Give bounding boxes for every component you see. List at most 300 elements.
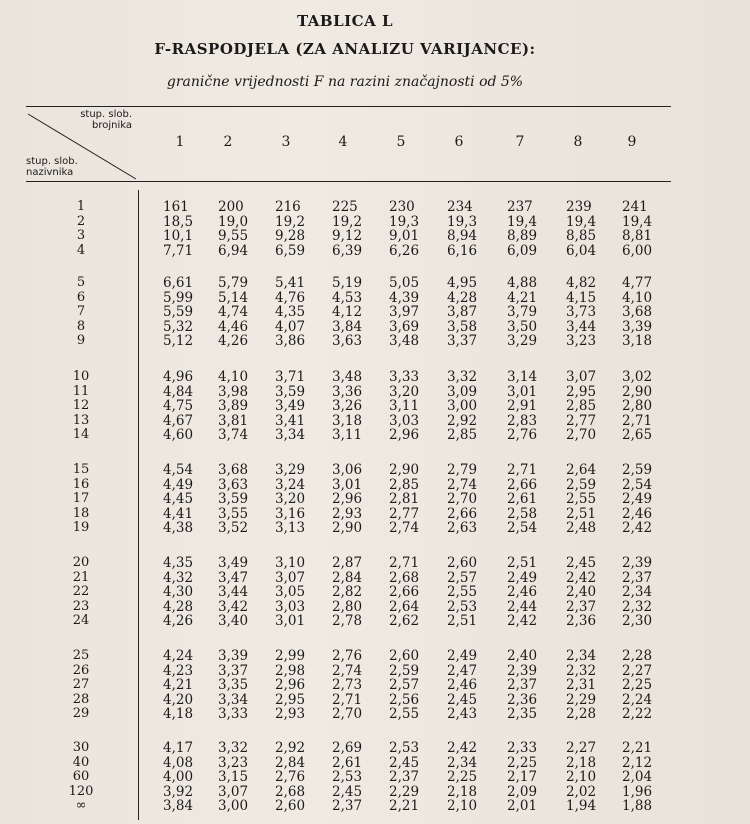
- table-cell: 5,32: [163, 318, 194, 335]
- table-cell: 3,49: [218, 555, 249, 571]
- table-cell: 2,53: [332, 769, 363, 786]
- table-cell: 9,12: [332, 228, 363, 245]
- table-cell: 9,28: [275, 228, 306, 245]
- table-cell: 2,55: [389, 706, 420, 723]
- table-cell: 3,11: [332, 427, 363, 444]
- table-cell: 2,83: [507, 412, 538, 429]
- table-cell: 4,00: [163, 769, 194, 786]
- row-label: 10: [72, 369, 90, 384]
- table-cell: 3,07: [275, 569, 306, 586]
- table-cell: 2,51: [507, 555, 538, 571]
- table-cell: 2,98: [275, 662, 306, 679]
- table-cell: 3,37: [447, 333, 478, 350]
- corner-numerator-line2: brojnika: [92, 120, 132, 131]
- table-cell: 2,56: [389, 691, 420, 708]
- table-cell: 2,29: [389, 783, 420, 800]
- row-label: 18: [72, 505, 90, 521]
- table-cell: 2,93: [332, 505, 363, 522]
- table-cell: 2,92: [447, 412, 478, 429]
- table-cell: 2,92: [275, 740, 306, 756]
- table-cell: 3,16: [275, 505, 306, 522]
- table-cell: 4,75: [163, 398, 194, 415]
- table-cell: 2,57: [447, 569, 478, 586]
- table-cell: 3,48: [389, 333, 420, 350]
- table-cell: 10,1: [163, 228, 194, 245]
- table-cell: 2,37: [332, 798, 363, 815]
- table-cell: 2,68: [389, 569, 420, 586]
- table-cell: 2,84: [275, 754, 306, 771]
- table-cell: 6,39: [332, 242, 363, 259]
- table-cell: 3,26: [332, 398, 363, 415]
- table-cell: 2,76: [275, 769, 306, 786]
- table-cell: 3,69: [389, 318, 420, 335]
- row-label: 9: [76, 333, 86, 349]
- table-cell: 2,87: [332, 555, 363, 571]
- column-header-2: 2: [223, 134, 233, 150]
- table-cell: 3,89: [218, 398, 249, 415]
- table-cell: 2,96: [275, 677, 306, 694]
- table-cell: 3,18: [622, 333, 653, 350]
- table-cell: 4,38: [163, 520, 194, 537]
- table-cell: 2,18: [447, 783, 478, 800]
- table-cell: 3,29: [507, 333, 538, 350]
- column-header-3: 3: [281, 134, 291, 150]
- table-cell: 3,58: [447, 318, 478, 335]
- table-cell: 3,09: [447, 383, 478, 400]
- table-cell: 2,36: [507, 691, 538, 708]
- table-cell: 2,70: [447, 491, 478, 508]
- table-cell: 2,39: [507, 662, 538, 679]
- column-header-8: 8: [573, 134, 583, 150]
- table-cell: 2,76: [507, 427, 538, 444]
- table-cell: 19,0: [218, 213, 249, 230]
- table-cell: 6,04: [566, 242, 597, 259]
- table-cell: 19,2: [332, 213, 363, 230]
- table-cell: 3,00: [447, 398, 478, 415]
- table-cell: 2,48: [566, 520, 597, 537]
- table-cell: 4,07: [275, 318, 306, 335]
- column-header-4: 4: [338, 134, 348, 150]
- table-cell: 2,45: [332, 783, 363, 800]
- row-label: 11: [72, 383, 90, 399]
- row-label: 24: [72, 613, 90, 629]
- row-label: 60: [72, 769, 90, 785]
- row-label: 120: [68, 783, 94, 799]
- table-cell: 4,10: [622, 289, 653, 306]
- table-cell: 2,46: [622, 505, 653, 522]
- table-caption: granične vrijednosti F na razini značajnosti od 5%: [166, 74, 524, 90]
- table-cell: 2,47: [447, 662, 478, 679]
- table-cell: 3,33: [218, 706, 249, 723]
- table-cell: 239: [566, 199, 592, 215]
- table-cell: 3,49: [275, 398, 306, 415]
- table-cell: 1,94: [566, 798, 597, 815]
- table-cell: 2,54: [622, 476, 653, 493]
- table-cell: 2,12: [622, 754, 653, 771]
- column-header-1: 1: [175, 134, 185, 150]
- table-cell: 4,15: [566, 289, 597, 306]
- table-cell: 3,36: [332, 383, 363, 400]
- row-label: 17: [72, 491, 90, 507]
- table-cell: 19,4: [622, 213, 653, 230]
- stub-rule: [138, 190, 139, 820]
- table-cell: 2,95: [275, 691, 306, 708]
- table-cell: 3,68: [218, 462, 249, 478]
- row-label: 14: [72, 427, 90, 443]
- table-cell: 3,84: [163, 798, 194, 815]
- table-cell: 2,36: [566, 613, 597, 630]
- table-cell: 4,46: [218, 318, 249, 335]
- table-cell: 9,01: [389, 228, 420, 245]
- table-cell: 5,41: [275, 275, 306, 291]
- table-cell: 4,28: [163, 598, 194, 615]
- table-cell: 2,59: [622, 462, 653, 478]
- table-cell: 3,24: [275, 476, 306, 493]
- row-label: 25: [72, 648, 90, 663]
- table-cell: 3,01: [332, 476, 363, 493]
- table-cell: 2,63: [447, 520, 478, 537]
- table-cell: 2,77: [389, 505, 420, 522]
- table-cell: 2,65: [622, 427, 653, 444]
- table-cell: 3,63: [218, 476, 249, 493]
- table-cell: 8,81: [622, 228, 653, 245]
- row-label: 22: [72, 584, 90, 600]
- table-cell: 3,14: [507, 369, 538, 385]
- table-cell: 18,5: [163, 213, 194, 230]
- table-cell: 2,66: [389, 584, 420, 601]
- table-cell: 2,78: [332, 613, 363, 630]
- table-cell: 2,28: [622, 648, 653, 664]
- table-cell: 2,58: [507, 505, 538, 522]
- table-cell: 4,84: [163, 383, 194, 400]
- table-cell: 2,74: [332, 662, 363, 679]
- table-cell: 2,60: [447, 555, 478, 571]
- table-cell: 2,17: [507, 769, 538, 786]
- table-cell: 2,55: [447, 584, 478, 601]
- table-cell: 2,96: [389, 427, 420, 444]
- table-cell: 2,35: [507, 706, 538, 723]
- table-cell: 2,80: [622, 398, 653, 415]
- table-cell: 5,19: [332, 275, 363, 291]
- table-cell: 4,77: [622, 275, 653, 291]
- table-cell: 216: [275, 199, 301, 215]
- column-header-6: 6: [454, 134, 464, 150]
- table-cell: 3,05: [275, 584, 306, 601]
- table-cell: 2,33: [507, 740, 538, 756]
- table-cell: 3,18: [332, 412, 363, 429]
- table-cell: 2,32: [566, 662, 597, 679]
- table-cell: 4,53: [332, 289, 363, 306]
- table-cell: 3,32: [447, 369, 478, 385]
- table-cell: 4,88: [507, 275, 538, 291]
- table-cell: 2,37: [389, 769, 420, 786]
- table-cell: 2,69: [332, 740, 363, 756]
- row-label: 16: [72, 476, 90, 492]
- table-cell: 3,63: [332, 333, 363, 350]
- row-label: 6: [76, 289, 86, 305]
- row-label: 26: [72, 662, 90, 678]
- table-cell: 2,42: [507, 613, 538, 630]
- table-cell: 200: [218, 199, 244, 215]
- table-cell: 5,79: [218, 275, 249, 291]
- table-cell: 2,27: [566, 740, 597, 756]
- row-label: 8: [76, 318, 86, 334]
- table-cell: 2,31: [566, 677, 597, 694]
- table-cell: 2,74: [447, 476, 478, 493]
- table-cell: 4,08: [163, 754, 194, 771]
- column-header-9: 9: [627, 134, 637, 150]
- row-label: 13: [72, 412, 90, 428]
- table-cell: 6,94: [218, 242, 249, 259]
- table-cell: 2,49: [507, 569, 538, 586]
- table-cell: 2,25: [507, 754, 538, 771]
- table-cell: 6,61: [163, 275, 194, 291]
- table-cell: 4,18: [163, 706, 194, 723]
- table-cell: 2,46: [507, 584, 538, 601]
- table-cell: 2,04: [622, 769, 653, 786]
- table-cell: 4,49: [163, 476, 194, 493]
- table-cell: 2,93: [275, 706, 306, 723]
- table-cell: 3,59: [275, 383, 306, 400]
- table-cell: 3,20: [275, 491, 306, 508]
- table-cell: 3,06: [332, 462, 363, 478]
- table-cell: 6,26: [389, 242, 420, 259]
- row-label: 40: [72, 754, 90, 770]
- table-cell: 4,39: [389, 289, 420, 306]
- table-cell: 2,42: [566, 569, 597, 586]
- table-cell: 2,25: [622, 677, 653, 694]
- table-cell: 3,47: [218, 569, 249, 586]
- table-cell: 2,18: [566, 754, 597, 771]
- table-cell: 2,46: [447, 677, 478, 694]
- table-cell: 4,30: [163, 584, 194, 601]
- table-cell: 3,07: [566, 369, 597, 385]
- table-cell: 7,71: [163, 242, 194, 259]
- table-cell: 2,02: [566, 783, 597, 800]
- corner-numerator-line1: stup. slob.: [80, 109, 132, 120]
- table-cell: 3,33: [389, 369, 420, 385]
- table-cell: 4,41: [163, 505, 194, 522]
- table-cell: 2,76: [332, 648, 363, 664]
- table-cell: 6,09: [507, 242, 538, 259]
- table-cell: 4,96: [163, 369, 194, 385]
- table-cell: 2,42: [447, 740, 478, 756]
- table-cell: 225: [332, 199, 358, 215]
- table-cell: 4,10: [218, 369, 249, 385]
- table-cell: 3,44: [566, 318, 597, 335]
- table-cell: 2,81: [389, 491, 420, 508]
- table-cell: 4,23: [163, 662, 194, 679]
- table-cell: 3,13: [275, 520, 306, 537]
- table-cell: 2,37: [566, 598, 597, 615]
- table-cell: 2,66: [507, 476, 538, 493]
- table-cell: 2,62: [389, 613, 420, 630]
- table-cell: 2,27: [622, 662, 653, 679]
- table-cell: 2,57: [389, 677, 420, 694]
- table-cell: 2,82: [332, 584, 363, 601]
- table-cell: 4,60: [163, 427, 194, 444]
- row-label: 2: [76, 213, 86, 229]
- table-cell: 3,11: [389, 398, 420, 415]
- table-cell: 5,99: [163, 289, 194, 306]
- table-cell: 3,23: [218, 754, 249, 771]
- table-cell: 8,89: [507, 228, 538, 245]
- table-cell: 2,24: [622, 691, 653, 708]
- table-cell: 3,32: [218, 740, 249, 756]
- table-cell: 2,25: [447, 769, 478, 786]
- table-cell: 161: [163, 199, 189, 215]
- table-cell: 3,39: [622, 318, 653, 335]
- table-cell: 2,85: [389, 476, 420, 493]
- column-header-7: 7: [515, 134, 525, 150]
- table-cell: 4,95: [447, 275, 478, 291]
- table-cell: 2,95: [566, 383, 597, 400]
- table-cell: 19,2: [275, 213, 306, 230]
- table-cell: 2,43: [447, 706, 478, 723]
- table-cell: 2,79: [447, 462, 478, 478]
- table-cell: 2,10: [447, 798, 478, 815]
- table-cell: 4,54: [163, 462, 194, 478]
- table-cell: 4,12: [332, 304, 363, 321]
- table-cell: 5,59: [163, 304, 194, 321]
- table-cell: 4,76: [275, 289, 306, 306]
- table-cell: 2,44: [507, 598, 538, 615]
- table-cell: 2,70: [566, 427, 597, 444]
- table-cell: 2,28: [566, 706, 597, 723]
- table-cell: 3,07: [218, 783, 249, 800]
- table-cell: 3,01: [275, 613, 306, 630]
- table-cell: 3,81: [218, 412, 249, 429]
- table-cell: 2,71: [332, 691, 363, 708]
- table-cell: 2,49: [447, 648, 478, 664]
- table-cell: 3,84: [332, 318, 363, 335]
- table-cell: 2,09: [507, 783, 538, 800]
- table-cell: 1,96: [622, 783, 653, 800]
- table-cell: 2,91: [507, 398, 538, 415]
- table-cell: 3,29: [275, 462, 306, 478]
- table-title: TABLICA L: [296, 12, 394, 30]
- row-label: 20: [72, 555, 90, 570]
- table-cell: 2,61: [332, 754, 363, 771]
- table-cell: 3,34: [218, 691, 249, 708]
- table-cell: 4,24: [163, 648, 194, 664]
- table-cell: 4,21: [163, 677, 194, 694]
- table-cell: 2,60: [389, 648, 420, 664]
- table-cell: 3,35: [218, 677, 249, 694]
- table-cell: 3,55: [218, 505, 249, 522]
- table-cell: 4,26: [163, 613, 194, 630]
- table-cell: 2,37: [507, 677, 538, 694]
- table-cell: 2,71: [507, 462, 538, 478]
- table-cell: 2,71: [622, 412, 653, 429]
- table-cell: 8,85: [566, 228, 597, 245]
- table-cell: 4,26: [218, 333, 249, 350]
- table-cell: 2,61: [507, 491, 538, 508]
- table-cell: 2,42: [622, 520, 653, 537]
- table-cell: 3,41: [275, 412, 306, 429]
- table-cell: 234: [447, 199, 473, 215]
- table-cell: 2,01: [507, 798, 538, 815]
- table-cell: 3,71: [275, 369, 306, 385]
- table-cell: 19,4: [566, 213, 597, 230]
- row-label: 12: [72, 398, 90, 414]
- table-cell: 3,03: [275, 598, 306, 615]
- table-cell: 4,74: [218, 304, 249, 321]
- table-cell: 3,50: [507, 318, 538, 335]
- table-cell: 3,23: [566, 333, 597, 350]
- table-cell: 2,64: [389, 598, 420, 615]
- table-cell: 19,3: [389, 213, 420, 230]
- table-cell: 2,90: [389, 462, 420, 478]
- row-label: 7: [76, 304, 86, 320]
- table-cell: 3,87: [447, 304, 478, 321]
- table-cell: 3,40: [218, 613, 249, 630]
- table-cell: 2,40: [566, 584, 597, 601]
- table-cell: 2,30: [622, 613, 653, 630]
- corner-denominator-label: [26, 156, 78, 178]
- table-cell: 3,10: [275, 555, 306, 571]
- table-cell: 3,42: [218, 598, 249, 615]
- table-cell: 2,77: [566, 412, 597, 429]
- table-cell: 2,59: [389, 662, 420, 679]
- table-cell: 6,00: [622, 242, 653, 259]
- table-cell: 2,70: [332, 706, 363, 723]
- table-cell: 2,55: [566, 491, 597, 508]
- table-cell: 3,92: [163, 783, 194, 800]
- table-cell: 2,45: [447, 691, 478, 708]
- table-cell: 4,32: [163, 569, 194, 586]
- table-cell: 241: [622, 199, 648, 215]
- table-cell: 2,80: [332, 598, 363, 615]
- table-cell: 3,97: [389, 304, 420, 321]
- table-cell: 1,88: [622, 798, 653, 815]
- table-cell: 230: [389, 199, 415, 215]
- table-cell: 2,51: [447, 613, 478, 630]
- table-cell: 3,02: [622, 369, 653, 385]
- table-cell: 2,59: [566, 476, 597, 493]
- table-cell: 2,29: [566, 691, 597, 708]
- table-cell: 4,35: [275, 304, 306, 321]
- table-cell: 4,21: [507, 289, 538, 306]
- table-cell: 2,39: [622, 555, 653, 571]
- table-cell: 2,49: [622, 491, 653, 508]
- table-cell: 3,00: [218, 798, 249, 815]
- table-cell: 2,90: [622, 383, 653, 400]
- row-label: 15: [72, 462, 90, 477]
- table-cell: 2,53: [447, 598, 478, 615]
- table-cell: 3,98: [218, 383, 249, 400]
- table-cell: 8,94: [447, 228, 478, 245]
- table-cell: 3,44: [218, 584, 249, 601]
- row-label: 19: [72, 520, 90, 536]
- table-cell: 2,34: [622, 584, 653, 601]
- table-cell: 19,4: [507, 213, 538, 230]
- row-label: 5: [76, 275, 86, 290]
- table-cell: 2,64: [566, 462, 597, 478]
- table-cell: 3,37: [218, 662, 249, 679]
- table-cell: 237: [507, 199, 533, 215]
- table-cell: 3,52: [218, 520, 249, 537]
- table-subtitle: F-RASPODJELA (ZA ANALIZU VARIJANCE):: [154, 40, 536, 58]
- table-cell: 3,03: [389, 412, 420, 429]
- table-cell: 3,79: [507, 304, 538, 321]
- row-label: 3: [76, 228, 86, 244]
- row-label: 21: [72, 569, 90, 585]
- table-cell: 3,15: [218, 769, 249, 786]
- table-cell: 2,74: [389, 520, 420, 537]
- table-cell: 2,32: [622, 598, 653, 615]
- table-cell: 2,85: [566, 398, 597, 415]
